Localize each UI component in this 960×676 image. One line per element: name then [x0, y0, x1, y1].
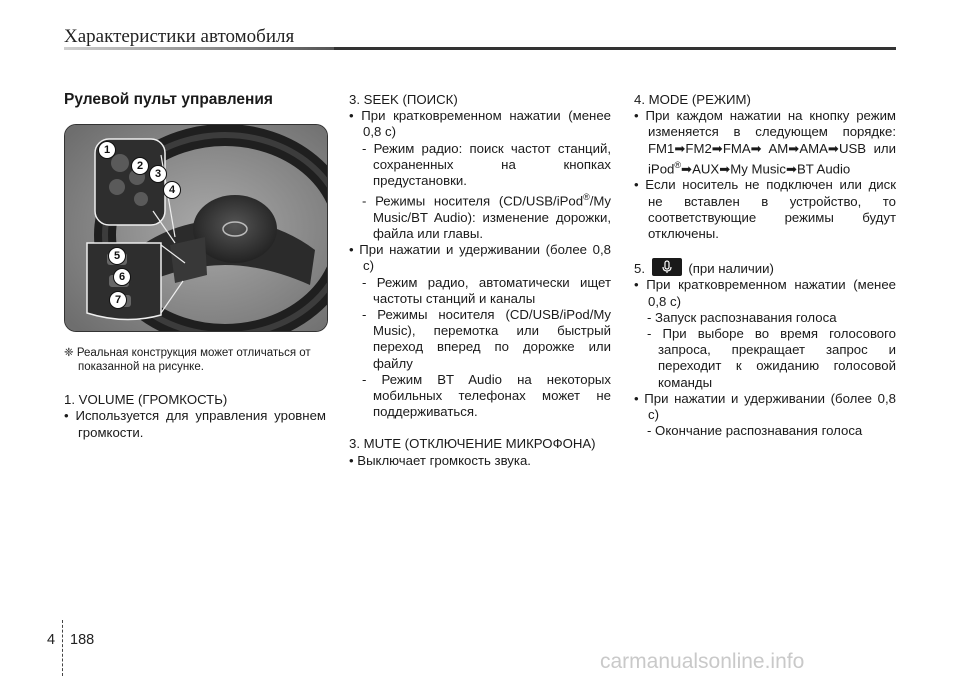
- figure-badge-3: 3: [149, 165, 167, 183]
- seek-long-media: - Режимы носителя (CD/USB/iPod/My Music), перемотка или быстрый переход вперед по дорожке или файлу: [362, 307, 611, 371]
- steering-wheel-figure: [64, 124, 328, 332]
- volume-heading: 1. VOLUME (ГРОМКОСТЬ): [64, 392, 228, 408]
- registered-mark-2: ®: [674, 159, 682, 170]
- section-title: Рулевой пульт управления: [64, 91, 273, 108]
- seek-short-bullet: • При кратковременном нажатии (менее 0,8 с): [349, 108, 611, 140]
- seek-heading: 3. SEEK (ПОИСК): [349, 92, 458, 107]
- figure-badge-6: 6: [113, 268, 131, 286]
- header-title: Характеристики автомобиля: [64, 26, 295, 47]
- seek-long-bt: - Режим BT Audio на некоторых мобильных телефонах может не поддерживаться.: [362, 371, 611, 420]
- header-rule-fade: [64, 47, 334, 50]
- chapter-number: 4: [47, 632, 56, 648]
- seek-short-radio: - Режим радио: поиск частот станций, сохраненных на кнопках предустановки.: [362, 140, 611, 189]
- column-1: [64, 92, 326, 441]
- watermark: carmanualsonline.info: [600, 650, 805, 673]
- mode-sequence-b: ➡AUX➡My Music➡BT Audio: [681, 161, 851, 177]
- voice-short-start: - Запуск распознавания голоса: [647, 309, 837, 325]
- voice-heading-num: 5.: [634, 261, 645, 277]
- column-2: [349, 92, 611, 469]
- voice-long-end: - Окончание распознавания голоса: [647, 423, 863, 439]
- mode-sequence-a: FM1➡FM2➡FMA➡ AM➡AMA➡USB или iPod: [648, 140, 896, 177]
- seek-short-media-b: /My Music/BT Audio): изменение дорожки, файла или главы.: [373, 193, 611, 242]
- spacer: [634, 242, 896, 258]
- voice-long-bullet: • При нажатии и удерживании (более 0,8 с): [634, 390, 896, 423]
- mute-heading: 3. MUTE (ОТКЛЮЧЕНИЕ МИКРОФОНА): [349, 436, 596, 452]
- voice-short-stop: - При выборе во время голосового запроса, прекращает запрос и переходит к ожиданию голосовой команды: [647, 326, 896, 390]
- figure-badge-5: 5: [108, 247, 126, 265]
- figure-note: ❈ Реальная конструкция может отличаться от показанной на рисунке.: [64, 347, 311, 374]
- figure-badge-7: 7: [109, 291, 127, 309]
- mode-bullet-text: • При каждом нажатии на кнопку режим изменяется в следующем порядке:: [634, 108, 896, 140]
- voice-heading: [634, 258, 896, 277]
- registered-mark: ®: [583, 192, 590, 203]
- voice-short-bullet: • При кратковременном нажатии (менее 0,8 с): [634, 277, 896, 309]
- voice-heading-text: (при наличии): [688, 261, 774, 277]
- mode-no-media-bullet: • Если носитель не подключен или диск не вставлен в устройство, то соответствующие режимы будут отключены.: [634, 177, 896, 242]
- figure-badge-2: 2: [131, 157, 149, 175]
- seek-short-media: [349, 189, 611, 242]
- figure-badge-4: 4: [163, 181, 181, 199]
- seek-short-media-a: - Режимы носителя (CD/USB/iPod: [362, 193, 584, 209]
- figure-badge-1: 1: [98, 141, 116, 159]
- mute-bullet: • Выключает громкость звука.: [349, 452, 531, 468]
- column-3: [634, 92, 896, 439]
- page-number: 188: [70, 632, 95, 648]
- seek-long-radio: - Режим радио, автоматически ищет частоты станций и каналы: [362, 274, 611, 306]
- volume-bullet: • Используется для управления уровнем громкости.: [64, 408, 326, 440]
- mode-bullet: [634, 108, 896, 177]
- voice-recognition-icon: [652, 258, 682, 276]
- mode-heading: 4. MODE (РЕЖИМ): [634, 92, 751, 107]
- seek-long-bullet: • При нажатии и удерживании (более 0,8 с): [349, 242, 611, 274]
- footer-dash-line: [62, 620, 63, 676]
- spacer: [349, 420, 611, 436]
